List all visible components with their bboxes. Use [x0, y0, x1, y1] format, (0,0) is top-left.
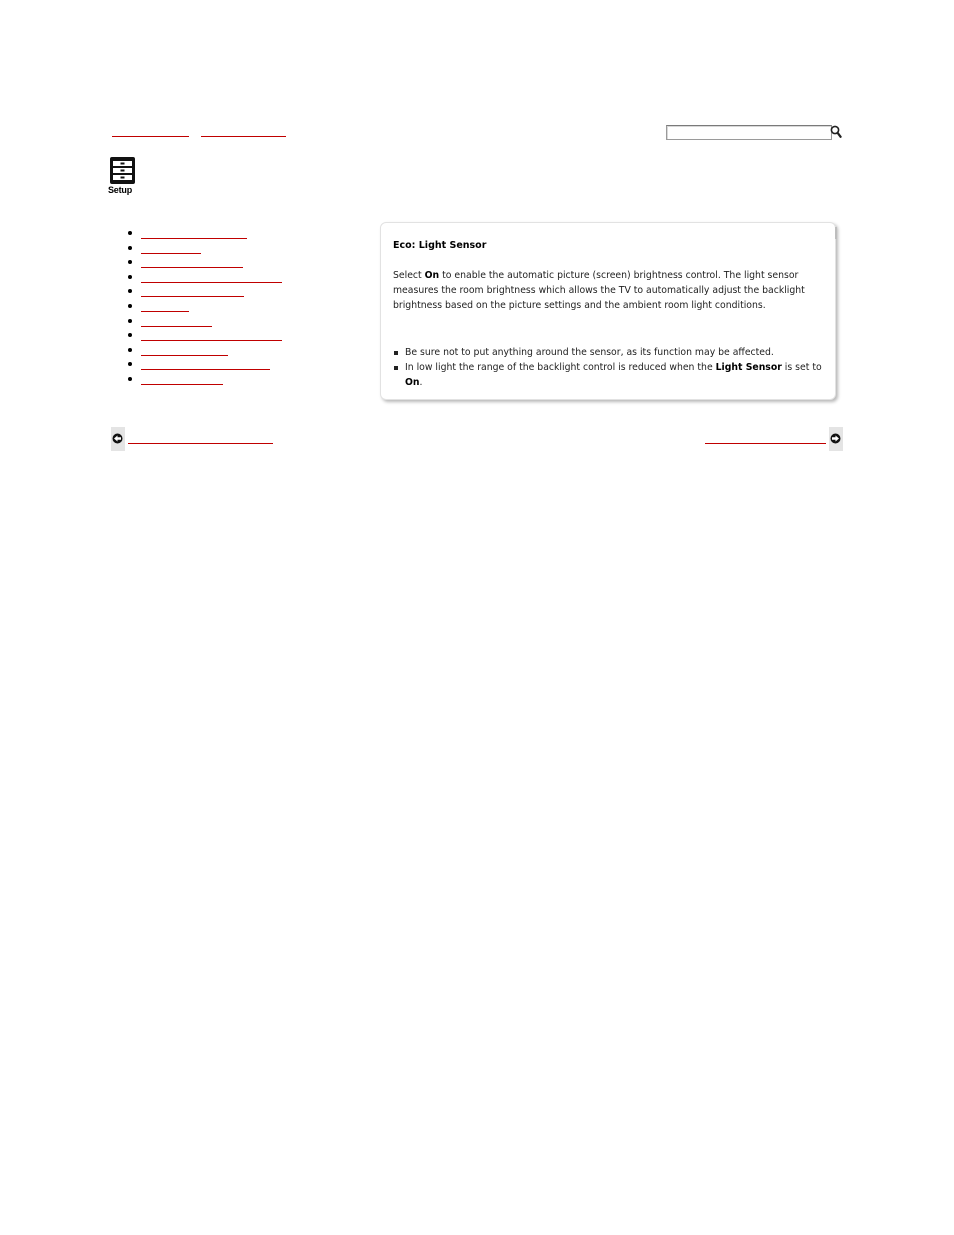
bullet-icon: [128, 304, 132, 308]
panel-description: [393, 268, 823, 313]
previous-button[interactable]: [111, 427, 125, 451]
desc-text: to enable the automatic picture (screen) brightness control. The light sensor measures the room brightness which allows the TV to automatically adjust the backlight brightness based on the picture settings and the ambient room light conditions.: [393, 270, 805, 311]
bullet-icon: [128, 362, 132, 366]
content-panel: [380, 222, 836, 400]
bullet-icon: [128, 260, 132, 264]
note-text: .: [419, 377, 423, 388]
bullet-icon: [128, 246, 132, 250]
nav-link[interactable]: [141, 301, 189, 312]
bullet-icon: [128, 348, 132, 352]
nav-link[interactable]: [141, 286, 244, 297]
nav-link[interactable]: [141, 228, 247, 239]
nav-link[interactable]: [141, 374, 223, 385]
arrow-left-icon: [112, 433, 123, 444]
desc-bold: On: [424, 270, 440, 281]
note-text: In low light the range of the backlight control is reduced when the: [405, 362, 716, 373]
search-button[interactable]: [830, 124, 842, 138]
bullet-icon: [128, 231, 132, 235]
breadcrumb-link-home[interactable]: [112, 126, 189, 137]
panel-edge: [835, 227, 837, 239]
nav-link[interactable]: [141, 257, 243, 268]
bullet-icon: [128, 319, 132, 323]
bullet-icon: [128, 333, 132, 337]
note-item: [393, 360, 825, 390]
note-bold: On: [405, 377, 420, 388]
panel-title: Eco: Light Sensor: [393, 240, 487, 251]
nav-link[interactable]: [141, 345, 228, 356]
bullet-icon: [128, 289, 132, 293]
nav-link[interactable]: [141, 330, 282, 341]
nav-link[interactable]: [141, 243, 201, 254]
nav-link[interactable]: [141, 359, 270, 370]
breadcrumb-link-section[interactable]: [201, 126, 286, 137]
search-icon: [830, 125, 842, 139]
nav-link[interactable]: [141, 272, 282, 283]
next-button[interactable]: [829, 427, 843, 451]
square-bullet-icon: [394, 351, 398, 355]
note-text: Be sure not to put anything around the sensor, as its function may be affected.: [405, 347, 774, 358]
bullet-icon: [128, 275, 132, 279]
note-bold: Light Sensor: [715, 362, 782, 373]
search-input[interactable]: [666, 125, 832, 140]
next-page-link[interactable]: [705, 433, 826, 444]
nav-link[interactable]: [141, 316, 212, 327]
bullet-icon: [128, 377, 132, 381]
square-bullet-icon: [394, 366, 398, 370]
note-item: [393, 345, 825, 360]
desc-text: Select: [393, 270, 425, 281]
previous-page-link[interactable]: [128, 433, 273, 444]
notes-list: [393, 345, 825, 390]
section-label: Setup: [108, 185, 133, 195]
note-text: is set to: [781, 362, 822, 373]
arrow-right-icon: [830, 433, 841, 444]
